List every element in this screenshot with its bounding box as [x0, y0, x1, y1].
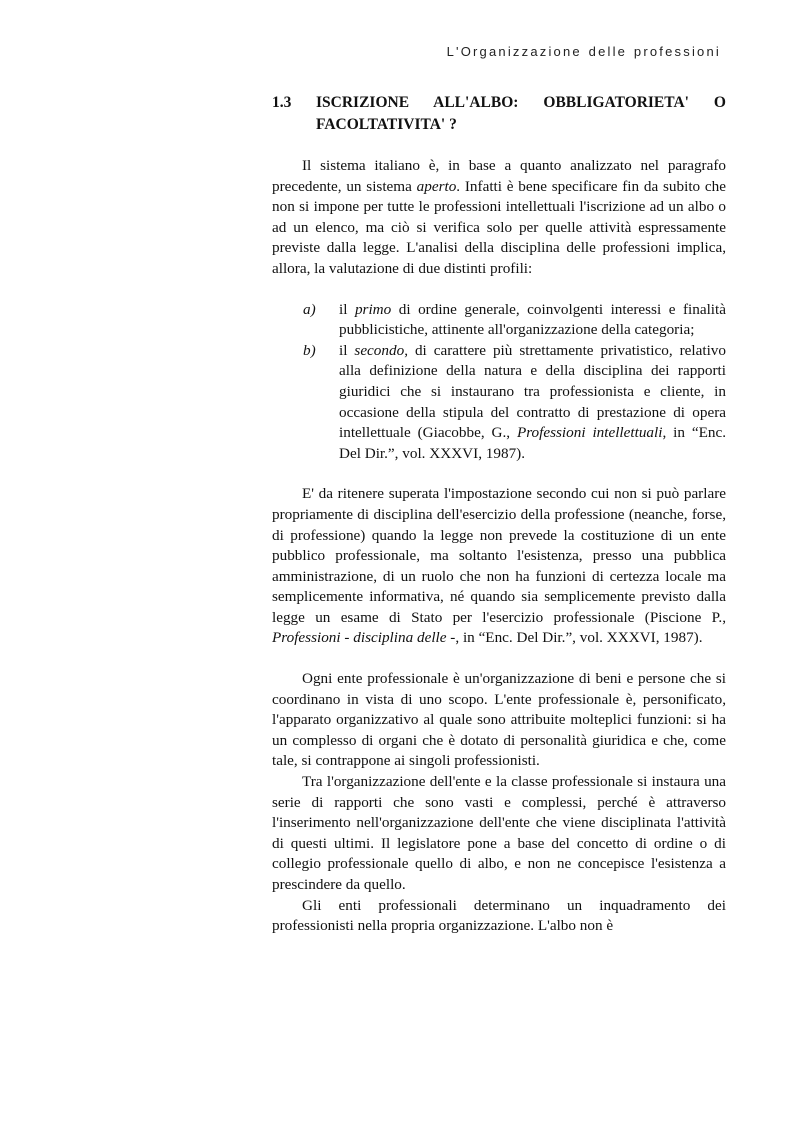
list-item [272, 300, 726, 341]
list-item-text [339, 300, 726, 341]
list-text: , in “Enc. Del Dir.”, vol. XXXVI, 1987). [339, 424, 726, 462]
section-title: ISCRIZIONE ALL'ALBO: OBBLIGATORIETA' O FACOLTATIVITA' ? [316, 94, 726, 133]
citation-title: Professioni - disciplina delle - [272, 629, 456, 647]
paragraph-text: Il sistema italiano è, in base a quanto analizzato nel paragrafo precedente, un sistema [272, 157, 726, 195]
paragraph-text: . Infatti è bene specificare fin da subito che non si impone per tutte le professioni intellettuali l'iscrizione ad un albo o ad un elenco, ma ciò si verifica solo per quelle attività espressamente previste dalla legge. L'analisi della disciplina delle professioni implica, allora, la valutazione di due distinti profili: [272, 177, 726, 277]
running-header: L'Organizzazione delle professioni [446, 44, 721, 59]
paragraph-5: Gli enti professionali determinano un inquadramento dei professionisti nella propria organizzazione. L'albo non è [272, 896, 726, 935]
list-text: il [339, 300, 355, 318]
list-marker: a) [303, 300, 316, 318]
profile-list [272, 300, 726, 465]
list-item [272, 341, 726, 465]
emphasis-text: primo [354, 300, 392, 318]
emphasis-text: secondo [354, 341, 405, 359]
paragraph-text: , in “Enc. Del Dir.”, vol. XXXVI, 1987). [455, 629, 703, 647]
list-item-text [339, 341, 726, 465]
section-number: 1.3 [272, 94, 292, 111]
page-body [272, 92, 726, 937]
paragraph-4: Tra l'organizzazione dell'ente e la classe professionale si instaura una serie di rapporti che sono vasti e complessi, perché è attraverso l'inserimento nell'organizzazione dell'ente che viene disciplinata l'attività di questi ultimi. Il legislatore pone a base del concetto di ordine o di collegio professionale quello di albo, e non ne concepisce l'esistenza a prescindere da quello. [272, 773, 726, 893]
list-text: il [339, 341, 355, 359]
paragraph-3: Ogni ente professionale è un'organizzazione di beni e persone che si coordinano in vista di uno scopo. L'ente professionale è, personificato, l'apparato organizzativo al quale sono attribuite molteplici funzioni: si ha un complesso di organi che è dotato di personalità giuridica e che, come tale, si contrappone ai singoli professionisti. [272, 670, 726, 770]
list-text: , di carattere più strettamente privatistico, relativo alla definizione della natura e della disciplina dei rapporti giuridici che si instaurano tra professionista e cliente, in occasione della stipula del contratto di prestazione di opera intellettuale (Giacobbe, G., [339, 341, 726, 442]
paragraph-2 [272, 484, 726, 649]
section-heading [272, 92, 726, 136]
paragraph-1 [272, 156, 726, 280]
list-text: di ordine generale, coinvolgenti interessi e finalità pubblicistiche, attinente all'organizzazione della categoria; [339, 300, 726, 339]
list-marker: b) [303, 341, 316, 359]
emphasis-text: aperto [416, 177, 457, 195]
citation-title: Professioni intellettuali [516, 424, 663, 442]
paragraph-text: E' da ritenere superata l'impostazione secondo cui non si può parlare propriamente di disciplina dell'esercizio della professione (neanche, forse, di professione) quando la legge non prevede la costituzione di un ente pubblico professionale, ma soltanto l'esistenza, presso una pubblica amministrazione, di un ruolo che non ha funzioni di certezza locale ma semplicemente informativa, né quando sia semplicemente previsto dalla legge un esame di Stato per l'esercizio professionale (Piscione P., [272, 485, 726, 626]
